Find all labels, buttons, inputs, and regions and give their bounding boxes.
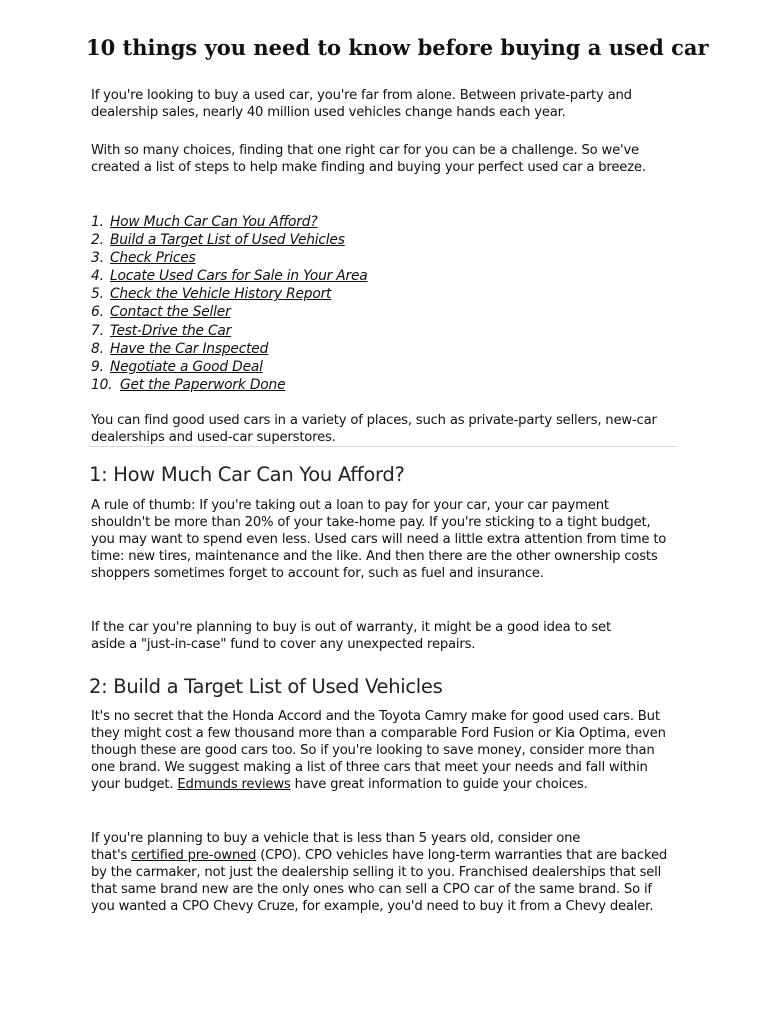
text-segment: your budget.: [91, 777, 178, 792]
text-line: aside a "just-in-case" fund to cover any unexpected repairs.: [91, 637, 476, 652]
section-1-heading: 1: How Much Car Can You Afford?: [89, 463, 405, 486]
text-line: If you're planning to buy a vehicle that is less than 5 years old, consider one: [91, 831, 581, 846]
text-line: you wanted a CPO Chevy Cruze, for example, you'd need to buy it from a Chevy dealer.: [91, 899, 654, 914]
toc-item-4: [91, 267, 368, 285]
intro-paragraph-1: [91, 87, 691, 121]
toc-item-9: [91, 358, 368, 376]
section-1-paragraph-2: [91, 619, 691, 653]
toc-item-1: [91, 213, 368, 231]
toc-link-target-list[interactable]: Build a Target List of Used Vehicles: [110, 232, 345, 249]
toc-number: 3.: [91, 250, 104, 267]
text-line: though these are good cars too. So if you're looking to save money, consider more than: [91, 743, 655, 758]
text-line: that same brand new are the only ones who can sell a CPO car of the same brand. So if: [91, 882, 652, 897]
certified-pre-owned-link[interactable]: certified pre-owned: [131, 848, 257, 863]
toc-item-8: [91, 340, 368, 358]
text-line: you may want to spend even less. Used cars will need a little extra attention from time to: [91, 532, 667, 547]
text-line: dealership sales, nearly 40 million used vehicles change hands each year.: [91, 105, 566, 120]
section-divider: [88, 446, 678, 447]
text-line: With so many choices, finding that one right car for you can be a challenge. So we've: [91, 143, 639, 158]
text-line: by the carmaker, not just the dealership selling it to you. Franchised dealerships that sell: [91, 865, 662, 880]
text-line: shouldn't be more than 20% of your take-home pay. If you're sticking to a tight budget,: [91, 515, 651, 530]
toc-number: 5.: [91, 286, 104, 303]
section-2-paragraph-1: [91, 708, 691, 793]
toc-number: 8.: [91, 340, 104, 357]
text-segment: (CPO). CPO vehicles have long-term warranties that are backed: [256, 848, 668, 863]
after-toc-paragraph: [91, 412, 691, 446]
text-line: [91, 776, 691, 793]
toc-link-inspected[interactable]: Have the Car Inspected: [110, 340, 269, 357]
toc-link-contact-seller[interactable]: Contact the Seller: [110, 304, 231, 321]
text-line: dealerships and used-car superstores.: [91, 430, 336, 445]
toc-number: 10.: [91, 376, 113, 393]
toc-number: 1.: [91, 214, 104, 230]
text-line: A rule of thumb: If you're taking out a loan to pay for your car, your car payment: [91, 498, 609, 513]
toc-link-paperwork[interactable]: Get the Paperwork Done: [120, 376, 286, 393]
text-segment: have great information to guide your choices.: [290, 777, 588, 792]
intro-paragraph-2: [91, 142, 691, 176]
text-line: created a list of steps to help make finding and buying your perfect used car a breeze.: [91, 160, 646, 175]
section-2-paragraph-2: [91, 830, 691, 915]
toc-link-check-prices[interactable]: Check Prices: [110, 250, 196, 267]
text-line: shoppers sometimes forget to account for, such as fuel and insurance.: [91, 566, 544, 581]
section-1-paragraph-1: [91, 497, 691, 582]
toc-number: 4.: [91, 268, 104, 285]
text-line: one brand. We suggest making a list of three cars that meet your needs and fall within: [91, 760, 648, 775]
table-of-contents: [91, 213, 368, 394]
text-line: It's no secret that the Honda Accord and the Toyota Camry make for good used cars. But: [91, 709, 660, 724]
toc-link-afford[interactable]: How Much Car Can You Afford?: [110, 214, 318, 230]
article-title: 10 things you need to know before buying a used car: [86, 35, 709, 60]
toc-item-6: [91, 303, 368, 321]
text-line: If the car you're planning to buy is out of warranty, it might be a good idea to set: [91, 620, 611, 635]
edmunds-reviews-link[interactable]: Edmunds reviews: [177, 777, 291, 792]
toc-number: 6.: [91, 304, 104, 321]
section-2-heading: 2: Build a Target List of Used Vehicles: [89, 675, 443, 698]
toc-link-negotiate[interactable]: Negotiate a Good Deal: [110, 358, 263, 375]
toc-link-history-report[interactable]: Check the Vehicle History Report: [110, 286, 332, 303]
text-line: [91, 847, 691, 864]
text-line: If you're looking to buy a used car, you're far from alone. Between private-party and: [91, 88, 632, 103]
toc-link-test-drive[interactable]: Test-Drive the Car: [110, 322, 232, 339]
toc-number: 7.: [91, 322, 104, 339]
text-segment: that's: [91, 848, 132, 863]
toc-number: 9.: [91, 358, 104, 375]
toc-item-10: [91, 376, 368, 394]
toc-link-locate-cars[interactable]: Locate Used Cars for Sale in Your Area: [110, 268, 368, 285]
toc-item-3: [91, 249, 368, 267]
text-line: You can find good used cars in a variety of places, such as private-party sellers, new-car: [91, 413, 657, 428]
toc-item-2: [91, 231, 368, 249]
toc-item-5: [91, 285, 368, 303]
text-line: time: new tires, maintenance and the like. And then there are the other ownership costs: [91, 549, 658, 564]
toc-item-7: [91, 322, 368, 340]
toc-number: 2.: [91, 232, 104, 249]
text-line: they might cost a few thousand more than a comparable Ford Fusion or Kia Optima, even: [91, 726, 666, 741]
